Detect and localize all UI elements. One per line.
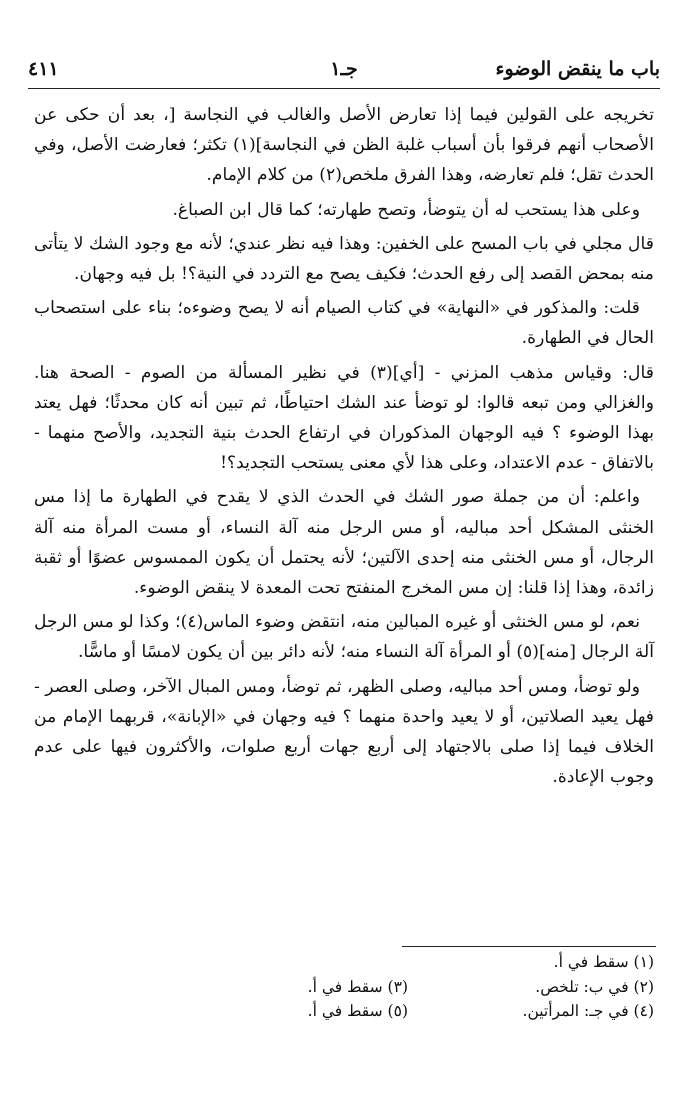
footnote-1: (١) سقط في أ. (553, 953, 654, 971)
page-header (28, 52, 660, 89)
paragraph: وعلى هذا يستحب له أن يتوضأ، وتصح طهارته؛ كما قال ابن الصباغ. (172, 199, 640, 220)
footnote-row (60, 999, 654, 1024)
footnote-4: (٤) في جـ: المرأتين. (522, 1002, 654, 1020)
paragraph: ولو توضأ، ومس أحد مباليه، وصلى الظهر، ثم توضأ، ومس المبال الآخر، وصلى العصر - فهل يعيد الصلاتين، أو لا يعيد واحدة منهما ؟ فيه وجهان في «الإبانة»، قربهما الإمام من الخلاف فيما إذا صلى بالاجتهاد إلى أربع جهات أربع صلوات، والأكثرون فيها على عدم وجوب الإعادة. (34, 676, 654, 788)
main-text (34, 100, 654, 796)
footnote-divider (402, 946, 656, 947)
footnote-2: (٢) في ب: تلخص. (535, 977, 654, 996)
volume-label: جـ١ (330, 58, 358, 80)
footnotes (60, 950, 654, 1024)
footnote-row (60, 975, 654, 1000)
paragraph: قلت: والمذكور في «النهاية» في كتاب الصيام أنه لا يصح وضوءه؛ بناء على استصحاب الحال في الطهارة. (34, 298, 654, 349)
paragraph: نعم، لو مس الخنثى أو غيره المبالين منه، انتقض وضوء الماس(٤)؛ وكذا لو مس الرجل آلة الرجال [منه](٥) أو المرأة آلة النساء منه؛ لأنه دائر بين أن يكون لامسًا أو ماسًّا. (34, 612, 654, 663)
footnote-5: (٥) سقط في أ. (307, 1002, 408, 1020)
paragraph: قال مجلي في باب المسح على الخفين: وهذا فيه نظر عندي؛ لأنه مع وجود الشك لا يتأتى منه بمحض القصد إلى رفع الحدث؛ فكيف يصح مع التردد في النية؟! بل فيه وجهان. (33, 233, 654, 285)
chapter-title: باب ما ينقض الوضوء (495, 58, 660, 80)
footnote-row (60, 950, 654, 975)
paragraph: تخريجه على القولين فيما إذا تعارض الأصل والغالب في النجاسة [، بعد أن حكى عن الأصحاب أنهم فرقوا بأن أسباب غلبة الظن في النجاسة](١) تكثر؛ فعارضت الأصل، وفي الحدث تقل؛ فلم تعارضه، وهذا الفرق ملخص(٢) من كلام الإمام. (34, 105, 654, 186)
page-number: ٤١١ (28, 58, 59, 80)
paragraph: قال: وقياس مذهب المزني - [أي](٣) في نظير المسألة من الصوم - الصحة هنا. والغزالي ومن تبعه قالوا: لو توضأ عند الشك احتياطًا، ثم تبين أنه كان محدثًا؛ فهل يعتد بهذا الوضوء ؟ فيه الوجهان المذكوران في ارتفاع الحدث بنية التجديد، والأصح منهما - بالاتفاق - عدم الاعتداد، وعلى هذا لأي معنى يستحب التجديد؟! (34, 362, 654, 474)
paragraph: واعلم: أن من جملة صور الشك في الحدث الذي لا يقدح في الطهارة ما إذا مس الخنثى المشكل أحد مباليه، أو مس الرجل منه آلة النساء، أو مست المرأة منه آلة الرجال، أو مس الخنثى منه إحدى الآلتين؛ لأنه يحتمل أن يكون الممسوس عضوًا أو ثقبة زائدة، وهذا إذا قلنا: إن مس المخرج المنفتح تحت المعدة لا ينقض الوضوء. (34, 487, 654, 599)
footnote-3: (٣) سقط في أ. (307, 977, 408, 996)
